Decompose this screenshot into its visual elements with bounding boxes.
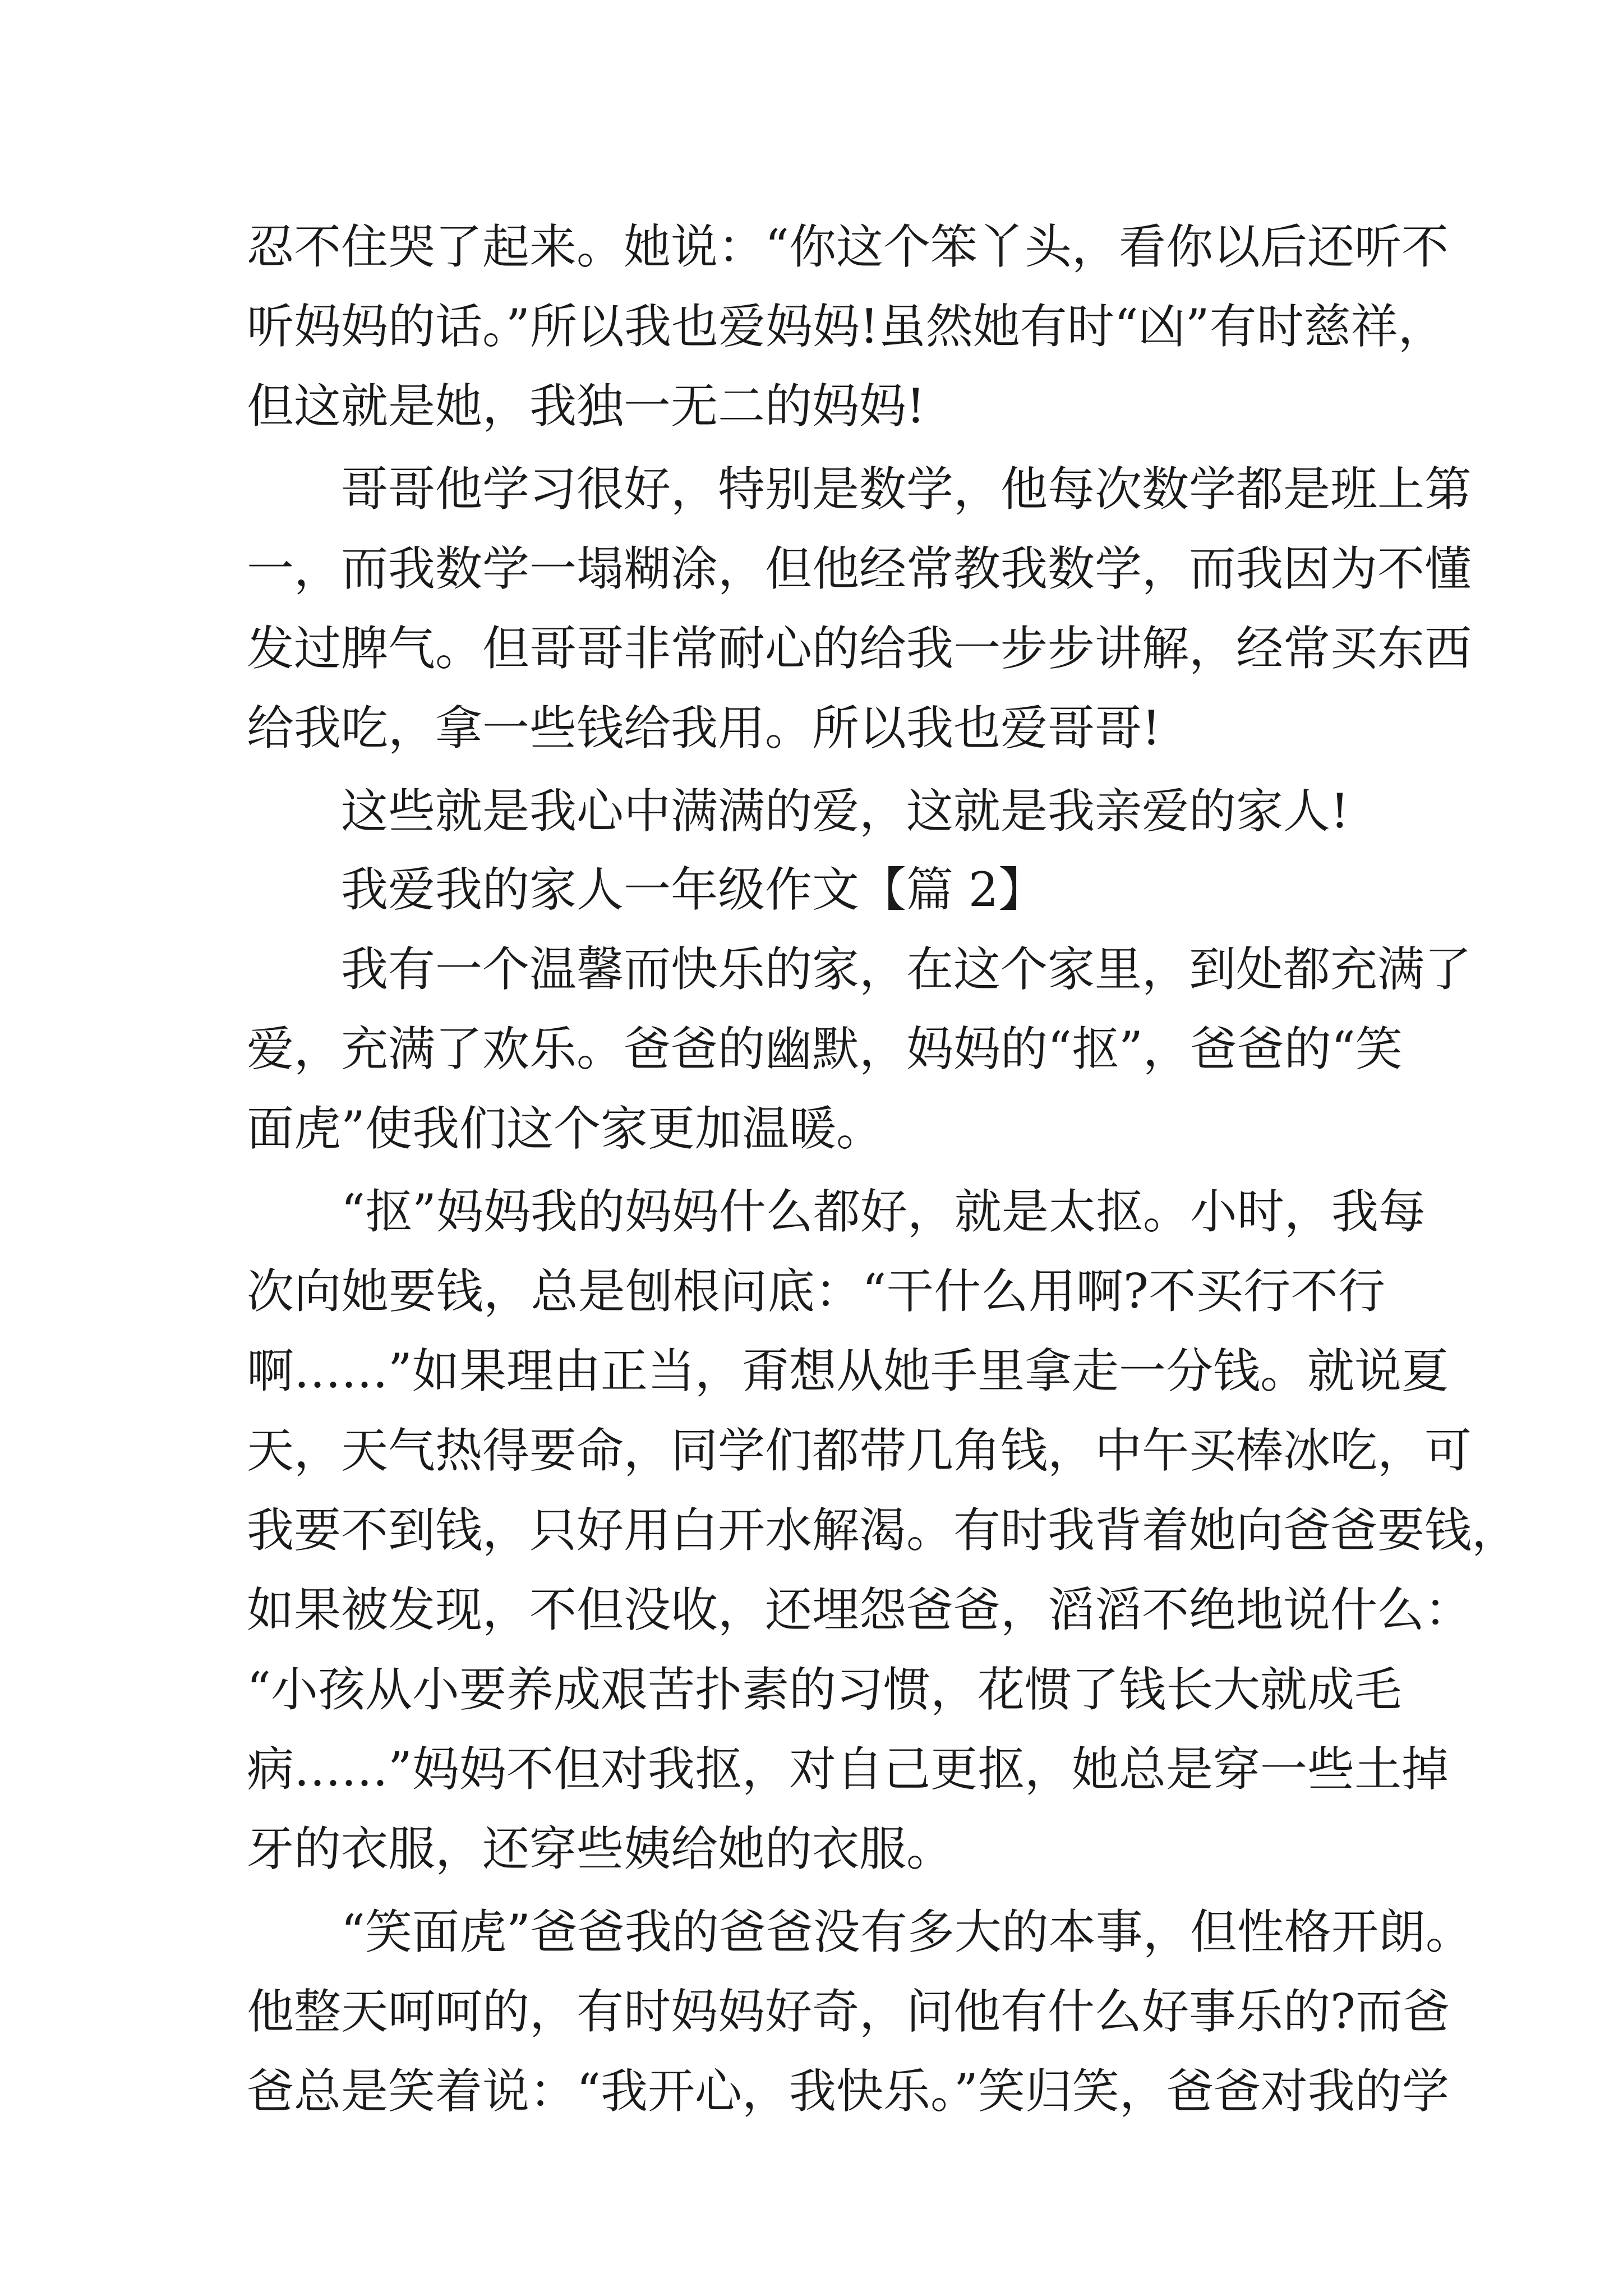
text-line-11: 爱，充满了欢乐。爸爸的幽默，妈妈的“抠”，爸爸的“笑 <box>247 1022 1403 1076</box>
text-line-7: 给我吃，拿一些钱给我用。所以我也爱哥哥! <box>247 701 1161 756</box>
text-line-1: 忍不住哭了起来。她说：“你这个笨丫头，看你以后还听不 <box>247 219 1449 274</box>
text-line-17: 我要不到钱，只好用白开水解渴。有时我背着她向爸爸要钱， <box>247 1503 1519 1558</box>
text-line-18: 如果被发现，不但没收，还埋怨爸爸，滔滔不绝地说什么： <box>247 1582 1472 1637</box>
text-line-23: 他整天呵呵的，有时妈妈好奇，问他有什么好事乐的?而爸 <box>247 1984 1450 2039</box>
text-line-6: 发过脾气。但哥哥非常耐心的给我一步步讲解，经常买东西 <box>247 621 1472 676</box>
text-line-21: 牙的衣服，还穿些姨给她的衣服。 <box>247 1821 954 1876</box>
text-line-8: 这些就是我心中满满的爱，这就是我亲爱的家人! <box>341 784 1349 839</box>
text-line-10: 我有一个温馨而快乐的家，在这个家里，到处都充满了 <box>341 942 1472 997</box>
text-line-2: 听妈妈的话。”所以我也爱妈妈!虽然她有时“凶”有时慈祥， <box>247 299 1445 354</box>
heading-line: 我爱我的家人一年级作文【篇 2】 <box>341 862 1046 917</box>
text-line-12: 面虎”使我们这个家更加温暖。 <box>247 1101 883 1156</box>
text-line-5: 一，而我数学一塌糊涂，但他经常教我数学，而我因为不懂 <box>247 541 1472 596</box>
text-line-13: “抠”妈妈我的妈妈什么都好，就是太抠。小时，我每 <box>341 1184 1426 1239</box>
text-line-16: 天，天气热得要命，同学们都带几角钱，中午买棒冰吃，可 <box>247 1423 1472 1478</box>
text-line-15: 啊……”如果理由正当，甭想从她手里拿走一分钱。就说夏 <box>247 1343 1449 1398</box>
text-line-24: 爸总是笑着说：“我开心，我快乐。”笑归笑，爸爸对我的学 <box>247 2064 1449 2119</box>
text-line-4: 哥哥他学习很好，特别是数学，他每次数学都是班上第 <box>341 462 1472 517</box>
text-line-14: 次向她要钱，总是刨根问底：“干什么用啊?不买行不行 <box>247 1264 1385 1319</box>
text-line-3: 但这就是她，我独一无二的妈妈! <box>247 379 925 434</box>
text-line-19: “小孩从小要养成艰苦扑素的习惯，花惯了钱长大就成毛 <box>247 1662 1401 1717</box>
text-line-22: “笑面虎”爸爸我的爸爸没有多大的本事，但性格开朗。 <box>341 1904 1473 1959</box>
text-line-20: 病……”妈妈不但对我抠，对自己更抠，她总是穿一些土掉 <box>247 1742 1449 1797</box>
